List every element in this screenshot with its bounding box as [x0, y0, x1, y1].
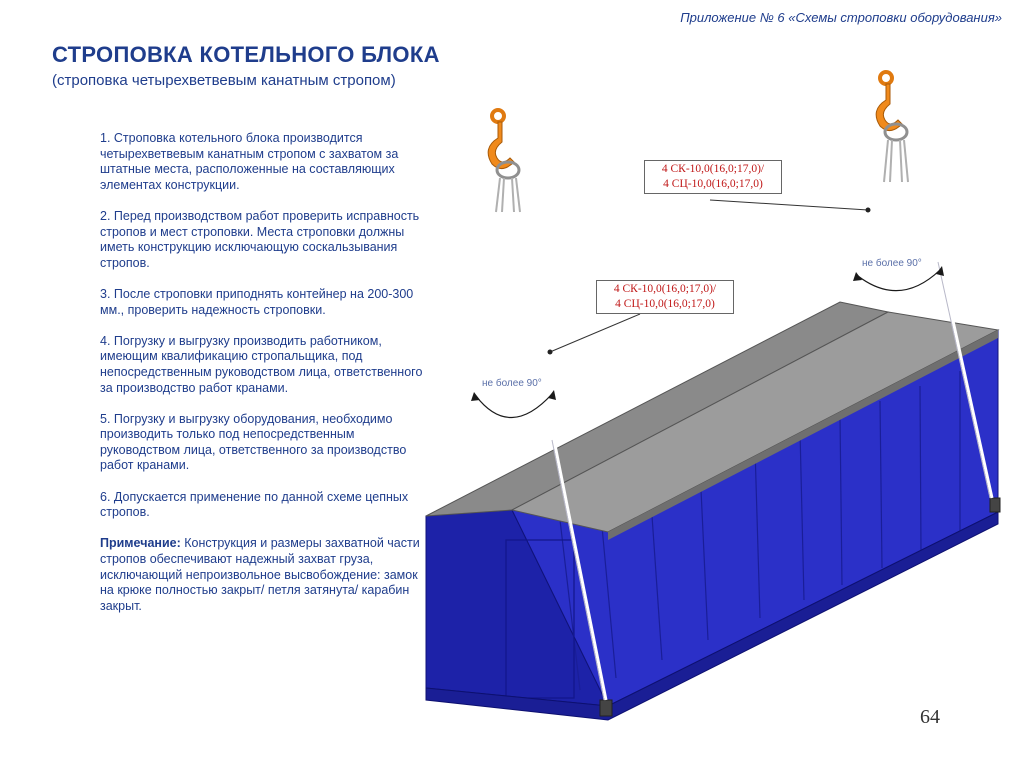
page-title: СТРОПОВКА КОТЕЛЬНОГО БЛОКА	[52, 42, 440, 67]
angle-limit-label: не более 90°	[862, 258, 922, 269]
angle-limit-label: не более 90°	[482, 378, 542, 389]
page-subtitle: (строповка четырехветвевым канатным стропом)	[52, 72, 396, 89]
spec-line: 4 СК-10,0(16,0;17,0)/	[613, 283, 717, 295]
spec-line: 4 СЦ-10,0(16,0;17,0)	[615, 298, 715, 310]
angle-arc	[858, 270, 940, 291]
instruction-item: 2. Перед производством работ проверить исправность стропов и мест строповки. Места строповки должны иметь конструкцию исключающую соскальзывания стропов.	[100, 208, 420, 270]
spec-line: 4 СЦ-10,0(16,0;17,0)	[663, 178, 763, 190]
spec-line: 4 СК-10,0(16,0;17,0)/	[661, 163, 765, 175]
lifting-lug	[600, 700, 612, 716]
sling-spec-label-left	[596, 280, 734, 314]
arrow-head	[853, 272, 862, 281]
note-text: Конструкция и размеры захватной части стропов обеспечивают надежный захват груза, исключающий непроизвольное высвобождение: замок на крюке полностью закрыт/ петля затянута/ карабин закрыт.	[100, 536, 420, 613]
instruction-item: 3. После строповки приподнять контейнер на 200-300 мм., проверить надежность строповки.	[100, 286, 414, 317]
appendix-header: Приложение № 6 «Схемы строповки оборудования»	[680, 10, 1002, 25]
page-number: 64	[920, 706, 940, 728]
sling-spec-label-right	[644, 160, 782, 194]
leader-point	[548, 350, 553, 355]
lifting-lug	[990, 498, 1000, 512]
leader-point	[866, 208, 871, 213]
arrow-head	[548, 390, 556, 400]
instruction-item: 1. Строповка котельного блока производится четырехветвевым канатным стропом с захватом за штатные места, расположенные на составляющих элементах конструкции.	[100, 131, 399, 192]
note-label: Примечание:	[100, 536, 181, 551]
crane-hook-icon	[488, 110, 520, 212]
arrow-head	[471, 392, 480, 401]
instruction-item: 4. Погрузку и выгрузку производить работником, имеющим квалификацию стропальщика, под непосредственным руководством лица, ответственного за производство работ кранами.	[100, 333, 423, 395]
angle-arc	[476, 394, 552, 418]
instruction-item: 5. Погрузку и выгрузку оборудования, необходимо производить только под непосредственным руководством лица, ответственного за производство работ кранами.	[100, 411, 407, 473]
instruction-item: 6. Допускается применение по данной схеме цепных стропов.	[100, 489, 409, 520]
crane-hook-icon	[876, 72, 908, 182]
